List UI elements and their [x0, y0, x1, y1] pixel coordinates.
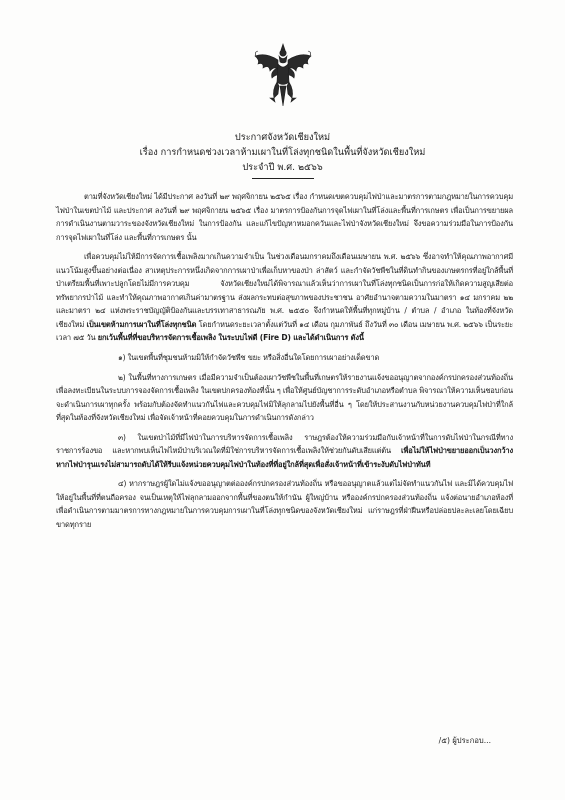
item-1: ๑) ในเขตพื้นที่ชุมชนห้ามมิให้กำจัดวัชพืช ขยะ หรือสิ่งอื่นใดโดยการเผาอย่างเด็ดขาด [118, 353, 380, 363]
item-3-bold: เพื่อไม่ให้ไฟป่าขยายออกเป็นวงกว้าง หากไฟป่ารุนแรงไม่สามารถดับได้ให้รีบแจ้งหน่วยควบคุมไฟป่าในท้องที่ที่อยู่ใกล้ที่สุดเพื่อสั่งเจ้าหน้าที่เข้าระงับดับไฟป่าทันที [56, 446, 513, 469]
document-year: ประจำปี พ.ศ. ๒๕๖๖ [242, 162, 323, 173]
continued-marker: /๕) ผู้ประกอบ... [438, 736, 491, 745]
paragraph-2-text: เพื่อควบคุมไม่ให้มีการจัดการเชื้อเพลิงมากเกินความจำเป็น ในช่วงเดือนมกราคมถึงเดือนเมษายน พ.ศ. ๒๕๖๖ ซึ่งอาจทำให้คุณภาพอากาศมีแนวโน้มสูงขึ้นอย่างต่อเนื่อง สาเหตุประการหนึ่งเกิดจากการเผาป่าเพื่อเก็บหาของป่า ล่าสัตว์ และกำจัดวัชพืชในที่ดินทำกินของเกษตรกรที่อยู่ใกล้พื้นที่ป่าเตรียมพื้นที่เพาะปลูกโดยไม่มีการควบคุม จังหวัดเชียงใหม่ได้พิจารณาแล้วเห็นว่าการเผาในที่โล่งทุกชนิดเป็นการก่อให้เกิดความสูญเสียต่อทรัพยากรป่าไม้ และทำให้คุณภาพอากาศเกินค่ามาตรฐาน ส่งผลกระทบต่อสุขภาพของประชาชน อาศัยอำนาจตามความในมาตรา ๑๔ มกราคม ๒๒ และมาตรา ๒๔ แห่งพระราชบัญญัติป้องกันและบรรเทาสาธารณภัย พ.ศ. ๒๕๕๐ จึงกำหนดให้พื้นที่ทุกหมู่บ้าน / ตำบล / อำเภอ ในท้องที่จังหวัดเชียงใหม่ [56, 252, 513, 329]
paragraph-2 [56, 250, 513, 345]
garuda-emblem-icon [252, 42, 314, 108]
paragraph-1: ตามที่จังหวัดเชียงใหม่ ได้มีประกาศ ลงวันที่ ๒๙ พฤศจิกายน ๒๕๖๕ เรื่อง กำหนดเขตควบคุมไฟป่าและมาตรการตามกฎหมายในการควบคุมไฟป่าในเขตป่าไม้ และประกาศ ลงวันที่ ๒๙ พฤศจิกายน ๒๕๖๕ เรื่อง มาตรการป้องกันการจุดไฟเผาในที่โล่งและพื้นที่การเกษตร เพื่อเป็นการขยายผลการดำเนินงานตามวาระของจังหวัดเชียงใหม่ ในการป้องกัน และแก้ไขปัญหาหมอกควันและไฟป่าจังหวัดเชียงใหม่ จึงขอความร่วมมือในการป้องกันการจุดไฟเผาในที่โล่ง และพื้นที่การเกษตร นั้น [56, 192, 513, 242]
item-3 [56, 431, 513, 472]
paragraph-2-bold-1: เป็นเขตห้ามการเผาในที่โล่งทุกชนิด [86, 319, 197, 329]
item-2: ๒) ในพื้นที่ทางการเกษตร เมื่อมีความจำเป็นต้องเผาวัชพืชในพื้นที่เกษตรให้รายงานแจ้งขออนุญาตจากองค์กรปกครองส่วนท้องถิ่น เพื่อลงทะเบียนในระบบการจองจัดการเชื้อเพลิง ในเขตปกครองท้องที่นั้น ๆ เพื่อให้ศูนย์บัญชาการระดับอำเภอหรือตำบล พิจารณาให้ความเห็นชอบก่อนจะดำเนินการเผาทุกครั้ง พร้อมกับต้องจัดทำแนวกันไฟและควบคุมไฟมิให้ลุกลามไปยังพื้นที่อื่น ๆ โดยให้ประสานงานกับหน่วยงานควบคุมไฟป่าที่ใกล้ที่สุดในท้องที่จังหวัดเชียงใหม่ เพื่อจัดเจ้าหน้าที่คอยควบคุมในการดำเนินการดังกล่าว [56, 372, 513, 423]
document-issuer-title: ประกาศจังหวัดเชียงใหม่ [234, 132, 331, 143]
document-subject: เรื่อง การกำหนดช่วงเวลาห้ามเผาในที่โล่งทุกชนิดในพื้นที่จังหวัดเชียงใหม่ [139, 147, 426, 158]
title-divider [252, 178, 314, 179]
document-body [56, 190, 513, 538]
item-4: ๔) หากราษฎรผู้ใดไม่แจ้งขออนุญาตต่อองค์กรปกครองส่วนท้องถิ่น หรือขออนุญาตแล้วแต่ไม่จัดทำแนวกันไฟ และมิได้ควบคุมไฟให้อยู่ในพื้นที่ที่ตนถือครอง จนเป็นเหตุให้ไฟลุกลามออกจากพื้นที่ของตนให้กำนัน ผู้ใหญ่บ้าน หรือองค์กรปกครองส่วนท้องถิ่น แจ้งต่อนายอำเภอท้องที่ เพื่อดำเนินการตามมาตรการทางกฎหมายในการควบคุมการเผาในที่โล่งทุกชนิดของจังหวัดเชียงใหม่ แก่ราษฎรที่ฝ่าฝืนหรือปล่อยปละละเลยโดยเฉียบขาดทุกราย [56, 479, 513, 530]
paragraph-2-text-mid: โดยกำหนดระยะเวลาตั้งแต่วันที่ ๑๔ เดือน กุมภาพันธ์ ถึงวันที่ ๓๐ เดือน เมษายน พ.ศ. ๒๕๖๖ เป็นระยะเวลา ๗๕ วัน [56, 319, 513, 343]
item-3-text: ๓) ในเขตป่าไม้ที่มีไฟป่าในการบริหารจัดการเชื้อเพลิง ราษฎรต้องให้ความร่วมมือกับเจ้าหน้าที่ในการดับไฟป่าในกรณีที่ทางราชการร้องขอ และหากพบเห็นไฟไหม้ป่าบริเวณใดที่มิใช่การบริหารจัดการเชื้อเพลิงให้ช่วยกันดับเสียแต่ต้น [56, 432, 513, 456]
paragraph-2-bold-2: ยกเว้นพื้นที่ที่ขอบริหารจัดการเชื้อเพลิง ในระบบไฟดี (Fire D) และได้ดำเนินการ ดังนี้ [97, 333, 364, 343]
